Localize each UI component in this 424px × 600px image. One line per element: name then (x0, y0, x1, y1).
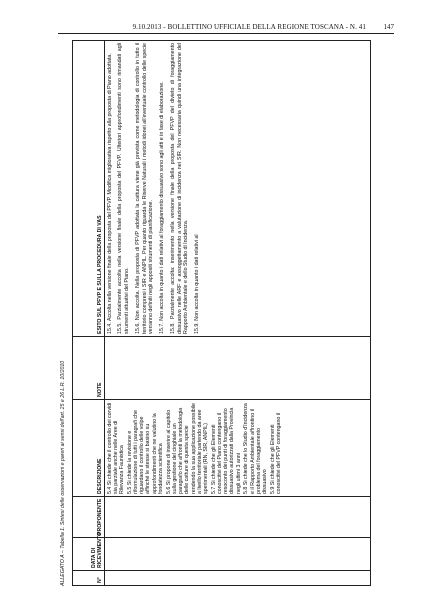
header-note: NOTE (73, 337, 105, 400)
header-data: DATA DI RICEVIMENTO (73, 538, 105, 571)
cell-esito (105, 41, 371, 337)
descrizione-item: 5.8 Si chiede che lo Studio d'Incidenza e il Rapporto Ambientale affrontino il problema del foraggiamento dissuasivo (243, 403, 269, 494)
header-rule (58, 33, 394, 34)
cell-n (105, 571, 371, 586)
bulletin-header: 9.10.2013 - BOLLETTINO UFFICIALE DELLA REGIONE TOSCANA - N. 41 (132, 23, 366, 31)
rotated-table-region (60, 40, 380, 586)
descrizione-item: 5.6 Si propone di inserire al capitolo sulla gestione del cinghiale un paragrafo che affronti la metodologia delle catture di questa specie rendendo la sua applicazione possibile a livello territoriale partendo da aree sperimentali (RN, SIR, ANPIL) (165, 403, 210, 494)
header-esito: ESITO SUL PFVP E SULLA PROCEDURA DI VAS (73, 41, 105, 337)
esito-item: 15.8. Parzialmente accolta: inserimento nella versione finale della proposta del PFVP del divieto di foraggiamento dissuasivo nelle ARF e assoggettamento a valutazione di incidenza nei SIR. Non necessaria quindi una integrazione del Rapporto Ambientale e dello Studio di Incidenza. (169, 43, 190, 334)
esito-item: 15.4. Accolta nella versione finale della proposta del PFVP. Modifica migliorativa rispetto alla proposta di Piano adottata. (106, 53, 113, 334)
table-row (105, 41, 371, 586)
cell-descrizione (105, 400, 371, 497)
descrizione-item: 5.7 Si chiede che gli Elementi conoscitivi del Piano contengano il resoconto dei punti di foraggiamento dissuasivo autorizzati dalla Provincia negli ultimi 3 anni (210, 407, 242, 494)
descrizione-item: 5.5 Si chiede la revisione e riformulazione di tutti i paragrafi che riguardano il controllo delle volpe affinché le stesse si basino su approfondimenti che ne valutino la fondatezza scientifica (126, 410, 164, 494)
header-n: N° (73, 571, 105, 586)
cell-data (105, 538, 371, 571)
esito-item: 15.5. Parzialmente accolta nella versione finale della proposta del PFVP. Ulteriori approfondimenti sono rimandati agli strumenti attuativi del Piano. (117, 43, 131, 334)
page-header (58, 20, 394, 34)
cell-proponente (105, 497, 371, 538)
header-proponente: PROPONENTE (73, 497, 105, 538)
header-descrizione: DESCRIZIONE (73, 400, 105, 497)
cell-note (105, 337, 371, 400)
esito-item: 15.6. Non accolta. Nella proposta di PFVP adottata la cattura viene già prevista come metodologia di controllo in tutto il territorio compresi i SIR e ANPIL. Per quanto riguarda le Riserve Naturali i metodi idonei all'eventuale controllo delle specie verranno definiti negli appositi strumenti di pianificazione. (134, 43, 155, 334)
table-caption: ALLEGATO A – Tabella 1. Sintesi delle osservazioni e pareri ai sensi dell'art. 25 e 26 L.R. 10/2010 (60, 360, 66, 586)
esito-item: 15.9. Non accolta in quanto i dati relativi al (194, 234, 201, 334)
table-header-row (73, 41, 105, 586)
page-number: 147 (383, 23, 394, 31)
esito-item: 15.7. Non accolta in quanto i dati relativi al foraggiamento dissuasivo sono agli atti e in fase di elaborazione. (159, 81, 166, 334)
observations-table (72, 40, 371, 586)
descrizione-item: 5.9 Si chiede che gli Elementi conoscitivi del PFVP contengano il (269, 412, 282, 494)
descrizione-item: 5.4 Si chiede che il controllo dei corvidi sia parziale anche nelle Aree di Rilevanza Faunistica (106, 402, 125, 494)
